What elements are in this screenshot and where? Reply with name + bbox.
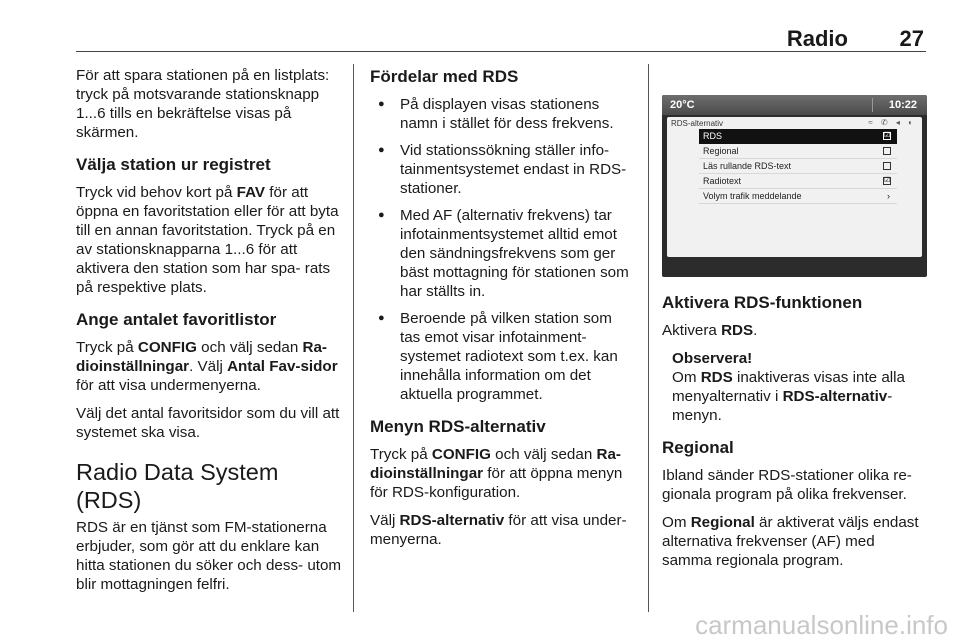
page-header — [76, 20, 926, 52]
watermark: carmanualsonline.info — [695, 610, 948, 640]
list-item: ● Beroende på vilken station som tas emot visar infotainment- systemet radiotext som t.ex. kan innehålla information om det aktuella programmet. — [370, 309, 636, 404]
heading-favourite-lists: Ange antalet favoritlistor — [76, 310, 277, 329]
paragraph: Välj det antal favoritsidor som du vill att systemet ska visa. — [76, 405, 340, 441]
paragraph: RDS är en tjänst som FM-stationerna erbjuder, som gör att du enklare kan hitta stationen du söker och dess- utom blir mottagningen felfri. — [76, 519, 342, 593]
bullet-list — [370, 95, 636, 404]
paragraph: Tryck på CONFIG och välj sedan Ra- dioinställningar för att öppna menyn för RDS-konfiguration. — [370, 446, 623, 501]
column-divider — [353, 64, 354, 612]
column-2 — [370, 66, 636, 558]
checkbox-icon — [883, 147, 891, 155]
paragraph: Aktivera RDS. — [662, 322, 758, 339]
list-item: ● Med AF (alternativ frekvens) tar infotainmentsystemet alltid emot den sändningsfrekvens som ger bäst mottagning för stationen som har ställts in. — [370, 206, 636, 301]
checkbox-icon — [883, 162, 891, 170]
menu-item-rds[interactable]: RDS ☑ — [699, 129, 897, 144]
checkbox-icon: ☑ — [884, 177, 891, 184]
chevron-right-icon: › — [887, 191, 890, 201]
heading-select-station: Välja station ur registret — [76, 155, 271, 174]
temperature-readout: 20°C — [670, 99, 695, 111]
menu-list — [699, 129, 897, 204]
column-3 — [662, 292, 928, 579]
clock-readout: 10:22 — [888, 99, 917, 111]
section-title: Radio — [786, 26, 848, 51]
paragraph: För att spara stationen på en listplats: tryck på motsvarande stationsknapp 1...6 tills en bekräftelse visas på skärmen. — [76, 67, 330, 141]
paragraph: Ibland sänder RDS-stationer olika re- gionala program på olika frekvenser. — [662, 467, 912, 503]
paragraph: Tryck på CONFIG och välj sedan Ra- dioinställningar. Välj Antal Fav-sidor för att visa undermenyerna. — [76, 339, 338, 394]
menu-item-scrolling-text[interactable]: Läs rullande RDS-text — [699, 159, 897, 174]
status-bar — [662, 95, 927, 115]
heading-rds-advantages: Fördelar med RDS — [370, 67, 519, 86]
status-separator — [872, 98, 873, 112]
checkbox-icon: ☑ — [884, 132, 891, 139]
heading-regional: Regional — [662, 438, 734, 457]
page-number: 27 — [899, 26, 924, 51]
note-title: Observera! — [672, 350, 753, 367]
paragraph: Välj RDS-alternativ för att visa under- menyerna. — [370, 512, 627, 548]
column-1 — [76, 66, 344, 603]
heading-rds: Radio Data System (RDS) — [76, 459, 279, 513]
status-icons: ≈ ✆ ◂ ◐ — [868, 118, 916, 127]
note-box: Observera! Om RDS inaktiveras visas inte alla menyalternativ i RDS-alternativ- menyn. — [662, 349, 928, 425]
list-item: ● Vid stationssökning ställer info- tainmentsystemet endast in RDS-stationer. — [370, 141, 636, 198]
menu-item-regional[interactable]: Regional — [699, 144, 897, 159]
list-item: ● På displayen visas stationens namn i stället för dess frekvens. — [370, 95, 636, 133]
paragraph: Tryck vid behov kort på FAV för att öppna en favoritstation eller för att byta till en annan favoritstation. Tryck på en av stationsknapparna 1...6 för att aktivera den station som har spa- rats på respektive plats. — [76, 184, 339, 296]
menu-item-traffic-volume[interactable]: Volym trafik meddelande › — [699, 189, 897, 204]
column-divider — [648, 64, 649, 612]
infotainment-screen-figure — [662, 95, 927, 277]
menu-panel — [667, 117, 922, 257]
paragraph: Om Regional är aktiverat väljs endast alternativa frekvenser (AF) med samma regionala program. — [662, 514, 919, 569]
menu-title: RDS-alternativ — [671, 119, 724, 128]
heading-activate-rds: Aktivera RDS-funktionen — [662, 293, 863, 312]
menu-item-radiotext[interactable]: Radiotext ☑ — [699, 174, 897, 189]
heading-rds-menu: Menyn RDS-alternativ — [370, 417, 546, 436]
